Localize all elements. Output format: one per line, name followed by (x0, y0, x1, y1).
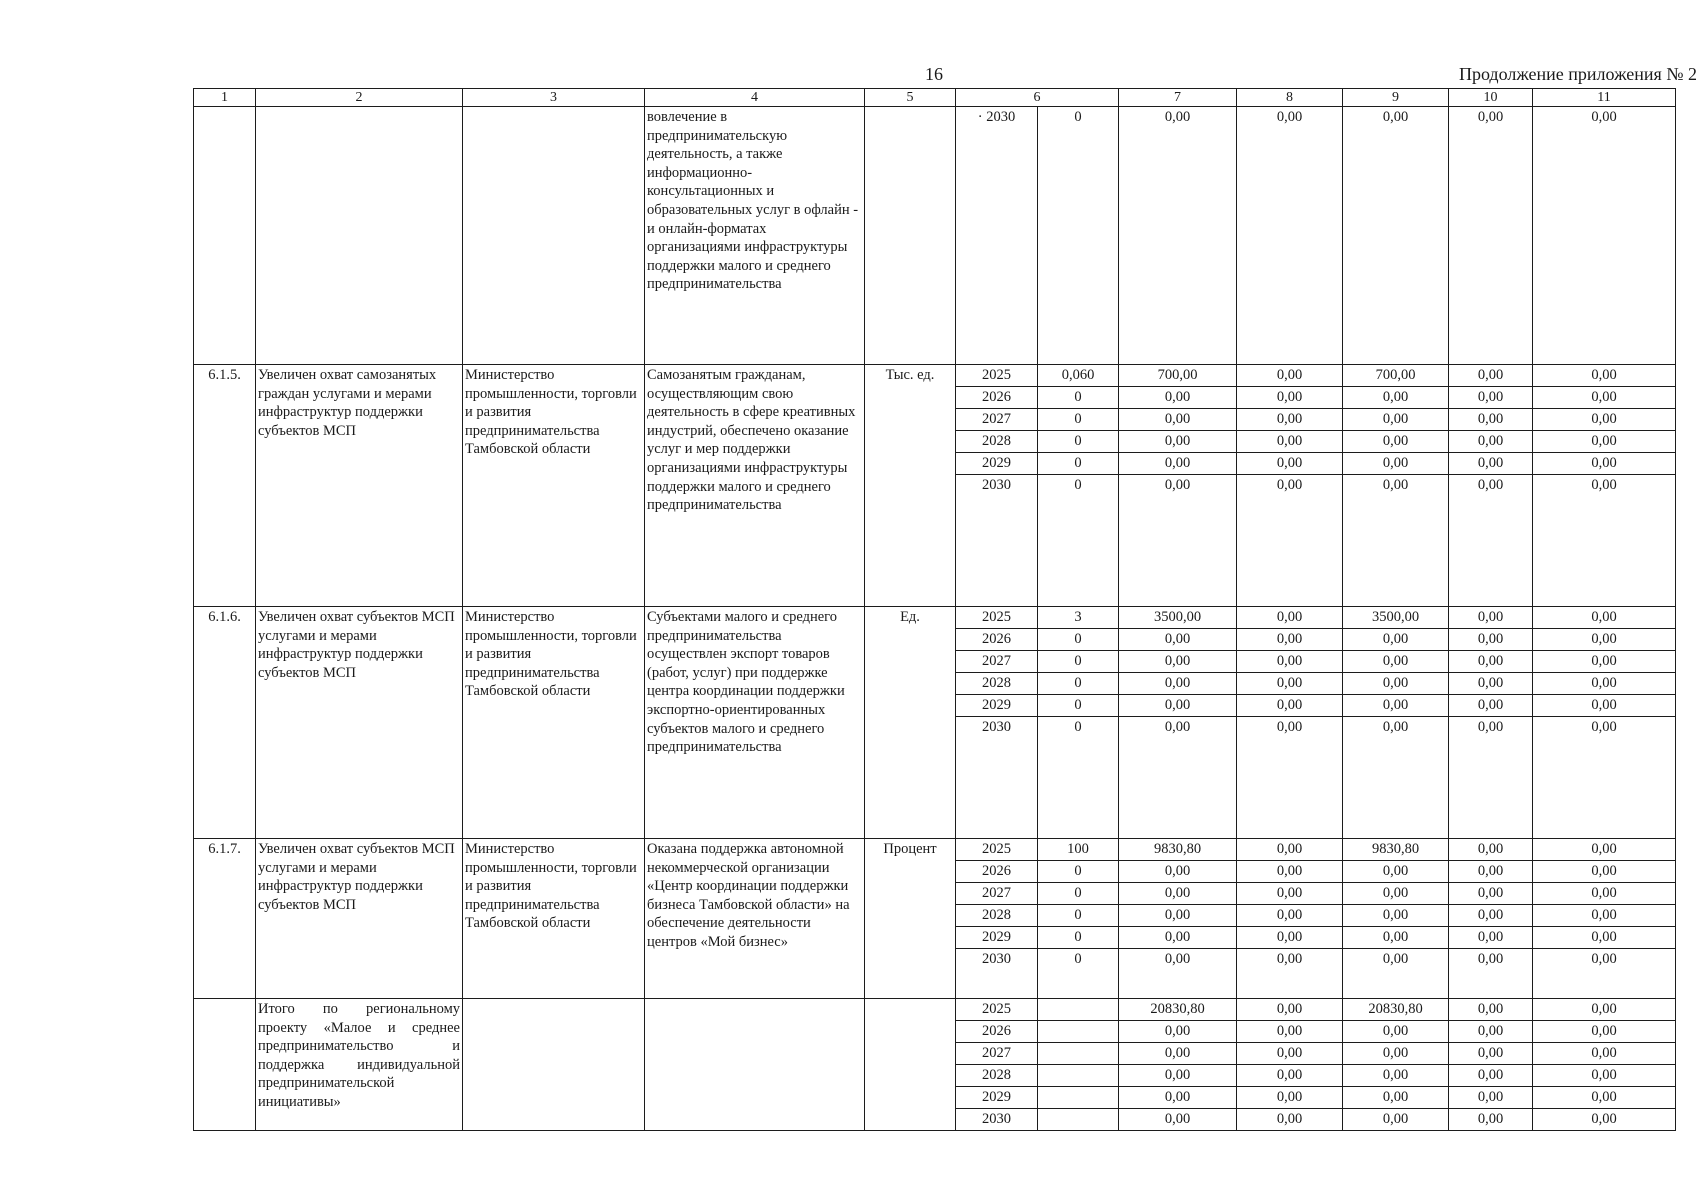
regional-budget: 0,00 (1343, 651, 1449, 673)
year-cell: 2027 (956, 651, 1038, 673)
result-description: вовлечение в предпринимательскую деятельность, а также информационно-консультационных и образовательных услуг в офлайн - и онлайн-форматах организациями инфраструктуры поддержки малого и среднего предпринимательства (645, 107, 865, 365)
regional-budget: 9830,80 (1343, 839, 1449, 861)
federal-budget: 0,00 (1237, 387, 1343, 409)
regional-budget: 0,00 (1343, 453, 1449, 475)
total-amount: 0,00 (1119, 1065, 1237, 1087)
column-number-row (194, 89, 1676, 107)
federal-budget: 0,00 (1237, 453, 1343, 475)
federal-budget: 0,00 (1237, 1021, 1343, 1043)
unit-of-measure (865, 999, 956, 1131)
regional-budget: 0,00 (1343, 883, 1449, 905)
total-amount: 700,00 (1119, 365, 1237, 387)
indicator-value: 0 (1038, 717, 1119, 839)
column-number: 5 (865, 89, 956, 107)
local-budget: 0,00 (1449, 905, 1533, 927)
indicator-value: 0 (1038, 949, 1119, 999)
indicator-value: 0 (1038, 861, 1119, 883)
result-description: Оказана поддержка автономной некоммерческой организации «Центр координации поддержки бизнеса Тамбовской области» на обеспечение деятельности центров «Мой бизнес» (645, 839, 865, 999)
total-amount: 9830,80 (1119, 839, 1237, 861)
year-cell: 2027 (956, 409, 1038, 431)
regional-budget: 0,00 (1343, 1021, 1449, 1043)
indicator-value: 0 (1038, 695, 1119, 717)
other-sources: 0,00 (1533, 1109, 1676, 1131)
total-amount: 0,00 (1119, 927, 1237, 949)
other-sources: 0,00 (1533, 607, 1676, 629)
year-cell: 2030 (956, 949, 1038, 999)
local-budget: 0,00 (1449, 883, 1533, 905)
item-number: 6.1.6. (194, 607, 256, 839)
year-cell: 2025 (956, 839, 1038, 861)
federal-budget: 0,00 (1237, 607, 1343, 629)
year-cell: 2027 (956, 883, 1038, 905)
result-description: Самозанятым гражданам, осуществляющим свою деятельность в сфере креативных индустрий, обеспечено оказание услуг и мер поддержки организациями инфраструктуры поддержки малого и среднего предпринимательства (645, 365, 865, 607)
total-amount: 0,00 (1119, 717, 1237, 839)
local-budget: 0,00 (1449, 1043, 1533, 1065)
total-amount: 0,00 (1119, 629, 1237, 651)
page-number: 16 (925, 64, 943, 84)
local-budget: 0,00 (1449, 453, 1533, 475)
item-number: 6.1.5. (194, 365, 256, 607)
indicator-value (1038, 999, 1119, 1021)
other-sources: 0,00 (1533, 839, 1676, 861)
local-budget: 0,00 (1449, 431, 1533, 453)
result-title (256, 107, 463, 365)
block-continued-row (194, 107, 1676, 365)
local-budget: 0,00 (1449, 673, 1533, 695)
year-cell: 2026 (956, 629, 1038, 651)
regional-budget: 0,00 (1343, 1043, 1449, 1065)
indicator-value: 0 (1038, 651, 1119, 673)
year-cell: 2029 (956, 453, 1038, 475)
total-amount: 0,00 (1119, 1109, 1237, 1131)
federal-budget: 0,00 (1237, 839, 1343, 861)
year-cell: 2030 (956, 717, 1038, 839)
appendix-table (193, 88, 1676, 1131)
total-amount: 0,00 (1119, 475, 1237, 607)
federal-budget: 0,00 (1237, 883, 1343, 905)
other-sources: 0,00 (1533, 905, 1676, 927)
regional-budget: 0,00 (1343, 409, 1449, 431)
unit-of-measure (865, 107, 956, 365)
year-cell: 2026 (956, 387, 1038, 409)
column-number: 6 (956, 89, 1119, 107)
other-sources: 0,00 (1533, 651, 1676, 673)
federal-budget: 0,00 (1237, 861, 1343, 883)
total-amount: 0,00 (1119, 695, 1237, 717)
local-budget: 0,00 (1449, 839, 1533, 861)
regional-budget: 0,00 (1343, 949, 1449, 999)
indicator-value: 0 (1038, 409, 1119, 431)
block-6-1-6-row (194, 607, 1676, 629)
column-number: 1 (194, 89, 256, 107)
federal-budget: 0,00 (1237, 999, 1343, 1021)
unit-of-measure: Ед. (865, 607, 956, 839)
year-cell: 2029 (956, 927, 1038, 949)
other-sources: 0,00 (1533, 1021, 1676, 1043)
federal-budget: 0,00 (1237, 1043, 1343, 1065)
regional-budget: 0,00 (1343, 927, 1449, 949)
federal-budget: 0,00 (1237, 431, 1343, 453)
federal-budget: 0,00 (1237, 673, 1343, 695)
other-sources: 0,00 (1533, 629, 1676, 651)
result-title: Увеличен охват субъектов МСП услугами и мерами инфраструктур поддержки субъектов МСП (256, 607, 463, 839)
indicator-value: 0 (1038, 453, 1119, 475)
total-amount: 0,00 (1119, 1021, 1237, 1043)
local-budget: 0,00 (1449, 475, 1533, 607)
local-budget: 0,00 (1449, 949, 1533, 999)
result-title: Итого по региональному проекту «Малое и среднее предпринимательство и поддержка индивидуальной предпринимательской инициативы» (256, 999, 463, 1131)
regional-budget: 0,00 (1343, 629, 1449, 651)
federal-budget: 0,00 (1237, 927, 1343, 949)
block-6-1-5-row (194, 365, 1676, 387)
other-sources: 0,00 (1533, 927, 1676, 949)
local-budget: 0,00 (1449, 651, 1533, 673)
local-budget: 0,00 (1449, 107, 1533, 365)
other-sources: 0,00 (1533, 1087, 1676, 1109)
regional-budget: 0,00 (1343, 107, 1449, 365)
regional-budget: 0,00 (1343, 1065, 1449, 1087)
block-total-row (194, 999, 1676, 1021)
regional-budget: 20830,80 (1343, 999, 1449, 1021)
other-sources: 0,00 (1533, 861, 1676, 883)
result-description (645, 999, 865, 1131)
other-sources: 0,00 (1533, 999, 1676, 1021)
indicator-value: 0,060 (1038, 365, 1119, 387)
other-sources: 0,00 (1533, 1043, 1676, 1065)
other-sources: 0,00 (1533, 717, 1676, 839)
indicator-value: 0 (1038, 883, 1119, 905)
indicator-value: 0 (1038, 905, 1119, 927)
local-budget: 0,00 (1449, 861, 1533, 883)
regional-budget: 0,00 (1343, 717, 1449, 839)
column-number: 7 (1119, 89, 1237, 107)
responsible-executor: Министерство промышленности, торговли и развития предпринимательства Тамбовской области (463, 839, 645, 999)
federal-budget: 0,00 (1237, 107, 1343, 365)
other-sources: 0,00 (1533, 107, 1676, 365)
local-budget: 0,00 (1449, 387, 1533, 409)
indicator-value: 0 (1038, 431, 1119, 453)
other-sources: 0,00 (1533, 453, 1676, 475)
regional-budget: 0,00 (1343, 905, 1449, 927)
indicator-value: 0 (1038, 387, 1119, 409)
local-budget: 0,00 (1449, 629, 1533, 651)
local-budget: 0,00 (1449, 1065, 1533, 1087)
local-budget: 0,00 (1449, 365, 1533, 387)
other-sources: 0,00 (1533, 409, 1676, 431)
federal-budget: 0,00 (1237, 695, 1343, 717)
total-amount: 0,00 (1119, 107, 1237, 365)
column-number: 2 (256, 89, 463, 107)
indicator-value (1038, 1043, 1119, 1065)
total-amount: 0,00 (1119, 453, 1237, 475)
indicator-value: 0 (1038, 673, 1119, 695)
other-sources: 0,00 (1533, 949, 1676, 999)
federal-budget: 0,00 (1237, 409, 1343, 431)
total-amount: 0,00 (1119, 673, 1237, 695)
indicator-value: 0 (1038, 475, 1119, 607)
result-title: Увеличен охват самозанятых граждан услугами и мерами инфраструктур поддержки субъектов МСП (256, 365, 463, 607)
other-sources: 0,00 (1533, 475, 1676, 607)
federal-budget: 0,00 (1237, 629, 1343, 651)
year-cell: 2026 (956, 861, 1038, 883)
indicator-value (1038, 1065, 1119, 1087)
year-cell: 2025 (956, 999, 1038, 1021)
year-cell: 2025 (956, 607, 1038, 629)
indicator-value: 0 (1038, 927, 1119, 949)
total-amount: 20830,80 (1119, 999, 1237, 1021)
local-budget: 0,00 (1449, 927, 1533, 949)
other-sources: 0,00 (1533, 883, 1676, 905)
indicator-value: 100 (1038, 839, 1119, 861)
regional-budget: 0,00 (1343, 387, 1449, 409)
regional-budget: 0,00 (1343, 1087, 1449, 1109)
other-sources: 0,00 (1533, 365, 1676, 387)
item-number (194, 999, 256, 1131)
column-number: 11 (1533, 89, 1676, 107)
unit-of-measure: Тыс. ед. (865, 365, 956, 607)
result-title: Увеличен охват субъектов МСП услугами и мерами инфраструктур поддержки субъектов МСП (256, 839, 463, 999)
local-budget: 0,00 (1449, 607, 1533, 629)
total-amount: 0,00 (1119, 949, 1237, 999)
federal-budget: 0,00 (1237, 1109, 1343, 1131)
local-budget: 0,00 (1449, 1087, 1533, 1109)
regional-budget: 0,00 (1343, 431, 1449, 453)
indicator-value: 3 (1038, 607, 1119, 629)
year-cell: 2028 (956, 1065, 1038, 1087)
other-sources: 0,00 (1533, 387, 1676, 409)
responsible-executor (463, 999, 645, 1131)
local-budget: 0,00 (1449, 409, 1533, 431)
regional-budget: 0,00 (1343, 475, 1449, 607)
other-sources: 0,00 (1533, 673, 1676, 695)
federal-budget: 0,00 (1237, 1087, 1343, 1109)
year-cell: 2030 (956, 1109, 1038, 1131)
item-number (194, 107, 256, 365)
federal-budget: 0,00 (1237, 905, 1343, 927)
year-cell: 2028 (956, 905, 1038, 927)
year-cell: 2029 (956, 1087, 1038, 1109)
other-sources: 0,00 (1533, 1065, 1676, 1087)
local-budget: 0,00 (1449, 1021, 1533, 1043)
regional-budget: 700,00 (1343, 365, 1449, 387)
indicator-value (1038, 1109, 1119, 1131)
unit-of-measure: Процент (865, 839, 956, 999)
column-number: 3 (463, 89, 645, 107)
year-cell: 2030 (956, 475, 1038, 607)
responsible-executor (463, 107, 645, 365)
total-amount: 0,00 (1119, 905, 1237, 927)
local-budget: 0,00 (1449, 717, 1533, 839)
other-sources: 0,00 (1533, 431, 1676, 453)
result-description: Субъектами малого и среднего предпринимательства осуществлен экспорт товаров (работ, услуг) при поддержке центра координации поддержки экспортно-ориентированных субъектов малого и среднего предпринимательства (645, 607, 865, 839)
total-amount: 0,00 (1119, 1043, 1237, 1065)
column-number: 8 (1237, 89, 1343, 107)
federal-budget: 0,00 (1237, 717, 1343, 839)
total-amount: 3500,00 (1119, 607, 1237, 629)
total-amount: 0,00 (1119, 409, 1237, 431)
column-number: 4 (645, 89, 865, 107)
responsible-executor: Министерство промышленности, торговли и развития предпринимательства Тамбовской области (463, 365, 645, 607)
federal-budget: 0,00 (1237, 365, 1343, 387)
total-amount: 0,00 (1119, 651, 1237, 673)
column-number: 10 (1449, 89, 1533, 107)
regional-budget: 0,00 (1343, 695, 1449, 717)
indicator-value: 0 (1038, 107, 1119, 365)
federal-budget: 0,00 (1237, 949, 1343, 999)
year-cell: 2028 (956, 673, 1038, 695)
block-6-1-7-row (194, 839, 1676, 861)
federal-budget: 0,00 (1237, 1065, 1343, 1087)
item-number: 6.1.7. (194, 839, 256, 999)
continuation-note: Продолжение приложения № 2 (1458, 64, 1697, 84)
total-amount: 0,00 (1119, 861, 1237, 883)
year-cell: 2029 (956, 695, 1038, 717)
regional-budget: 0,00 (1343, 861, 1449, 883)
total-amount: 0,00 (1119, 1087, 1237, 1109)
federal-budget: 0,00 (1237, 651, 1343, 673)
federal-budget: 0,00 (1237, 475, 1343, 607)
responsible-executor: Министерство промышленности, торговли и развития предпринимательства Тамбовской области (463, 607, 645, 839)
local-budget: 0,00 (1449, 695, 1533, 717)
indicator-value (1038, 1087, 1119, 1109)
indicator-value (1038, 1021, 1119, 1043)
total-amount: 0,00 (1119, 387, 1237, 409)
total-amount: 0,00 (1119, 431, 1237, 453)
local-budget: 0,00 (1449, 999, 1533, 1021)
year-cell: 2027 (956, 1043, 1038, 1065)
regional-budget: 0,00 (1343, 1109, 1449, 1131)
regional-budget: 0,00 (1343, 673, 1449, 695)
indicator-value: 0 (1038, 629, 1119, 651)
year-cell: · 2030 (956, 107, 1038, 365)
regional-budget: 3500,00 (1343, 607, 1449, 629)
local-budget: 0,00 (1449, 1109, 1533, 1131)
year-cell: 2028 (956, 431, 1038, 453)
column-number: 9 (1343, 89, 1449, 107)
total-amount: 0,00 (1119, 883, 1237, 905)
other-sources: 0,00 (1533, 695, 1676, 717)
year-cell: 2025 (956, 365, 1038, 387)
year-cell: 2026 (956, 1021, 1038, 1043)
